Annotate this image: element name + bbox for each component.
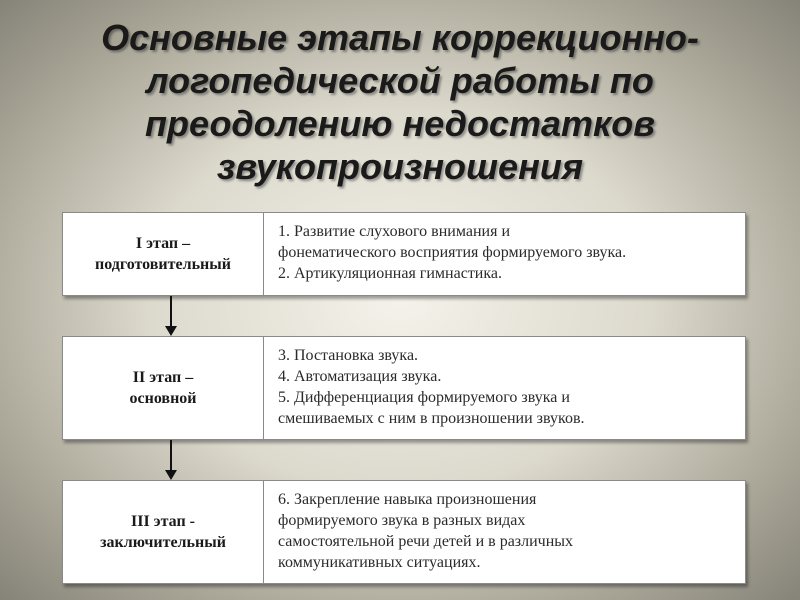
title-line: Основные этапы коррекционно- xyxy=(101,17,699,58)
stage-3-description xyxy=(264,481,745,583)
stage-name-line: III этап - xyxy=(131,513,195,530)
stage-name-line: I этап – xyxy=(135,235,191,252)
stage-3-row xyxy=(62,480,746,584)
stage-item-line: формируемого звука в разных видах xyxy=(278,512,526,529)
stage-2-name xyxy=(63,337,264,439)
stage-name-line: подготовительный xyxy=(95,256,231,273)
stage-2-row xyxy=(62,336,746,440)
stage-1-row xyxy=(62,212,746,296)
slide-title xyxy=(0,16,800,188)
stage-item-line: фонематического восприятия формируемого звука. xyxy=(278,244,627,261)
stage-name-line: основной xyxy=(129,390,197,407)
title-line: звукопроизношения xyxy=(216,146,584,187)
stage-name-line: II этап – xyxy=(132,369,194,386)
stage-item-line: 6. Закрепление навыка произношения xyxy=(278,491,537,508)
arrow-down-icon xyxy=(165,440,177,480)
stage-item-line: 4. Автоматизация звука. xyxy=(278,368,442,385)
stage-1-description xyxy=(264,213,745,295)
title-line: преодолению недостатков xyxy=(145,103,655,144)
stage-item-line: 3. Постановка звука. xyxy=(278,347,419,364)
stage-name-line: заключительный xyxy=(100,534,226,551)
stage-item-line: смешиваемых с ним в произношении звуков. xyxy=(278,410,585,427)
title-line: логопедической работы по xyxy=(146,60,654,101)
stage-item-line: самостоятельной речи детей и в различных xyxy=(278,533,574,550)
stage-1-name xyxy=(63,213,264,295)
stage-item-line: 2. Артикуляционная гимнастика. xyxy=(278,265,502,282)
stage-3-name xyxy=(63,481,264,583)
stage-item-line: 5. Дифференциация формируемого звука и xyxy=(278,389,570,406)
arrow-down-icon xyxy=(165,296,177,336)
stage-2-description xyxy=(264,337,745,439)
stage-item-line: 1. Развитие слухового внимания и xyxy=(278,223,511,240)
stage-item-line: коммуникативных ситуациях. xyxy=(278,554,481,571)
